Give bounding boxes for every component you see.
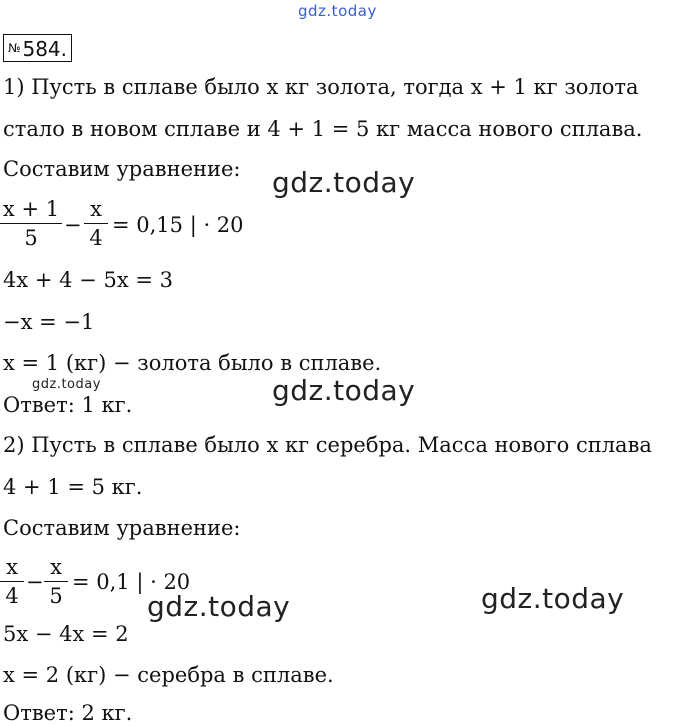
part2-compose: Составим уравнение: bbox=[3, 516, 241, 540]
part2-fraction-2 bbox=[44, 555, 68, 608]
number-sign: № bbox=[8, 41, 21, 55]
numerator: x bbox=[6, 555, 18, 579]
part1-line2: стало в новом сплаве и 4 + 1 = 5 кг масса нового сплава. bbox=[3, 117, 643, 141]
numerator: x bbox=[50, 555, 62, 579]
watermark: gdz.today bbox=[272, 166, 416, 199]
part1-answer: Ответ: 1 кг. bbox=[3, 393, 133, 417]
fraction-bar bbox=[84, 223, 108, 224]
denominator: 4 bbox=[5, 584, 19, 608]
part2-eq2: 5x − 4x = 2 bbox=[3, 622, 129, 646]
part2-rhs: = 0,1 | · 20 bbox=[72, 570, 191, 594]
denominator: 5 bbox=[49, 584, 63, 608]
watermark: gdz.today bbox=[147, 590, 291, 623]
part1-eq4: x = 1 (кг) − золота было в сплаве. bbox=[3, 351, 382, 375]
problem-number-value: 584. bbox=[22, 37, 68, 61]
part1-minus: − bbox=[64, 213, 82, 237]
watermark: gdz.today bbox=[481, 582, 625, 615]
part2-answer: Ответ: 2 кг. bbox=[3, 701, 133, 725]
watermark-top: gdz.today bbox=[298, 2, 377, 20]
numerator: x bbox=[90, 197, 102, 221]
problem-number bbox=[3, 34, 72, 62]
part1-eq2: 4x + 4 − 5x = 3 bbox=[3, 268, 173, 292]
part2-eq3: x = 2 (кг) − серебра в сплаве. bbox=[3, 663, 334, 687]
part1-compose: Составим уравнение: bbox=[3, 157, 241, 181]
numerator: x + 1 bbox=[2, 197, 60, 221]
part2-fraction-1 bbox=[0, 555, 24, 608]
part1-line1: 1) Пусть в сплаве было x кг золота, тогда x + 1 кг золота bbox=[3, 75, 639, 99]
part2-minus: − bbox=[26, 570, 44, 594]
denominator: 5 bbox=[24, 226, 38, 250]
fraction-bar bbox=[44, 581, 68, 582]
watermark-small: gdz.today bbox=[32, 377, 101, 392]
part1-fraction-2 bbox=[84, 197, 108, 250]
fraction-bar bbox=[0, 581, 24, 582]
part1-rhs: = 0,15 | · 20 bbox=[112, 213, 244, 237]
watermark: gdz.today bbox=[272, 374, 416, 407]
part1-eq3: −x = −1 bbox=[3, 310, 95, 334]
fraction-bar bbox=[0, 223, 62, 224]
denominator: 4 bbox=[89, 226, 103, 250]
part1-fraction-1 bbox=[0, 197, 62, 250]
part2-line1: 2) Пусть в сплаве было x кг серебра. Масса нового сплава bbox=[3, 433, 652, 457]
part2-line2: 4 + 1 = 5 кг. bbox=[3, 475, 143, 499]
